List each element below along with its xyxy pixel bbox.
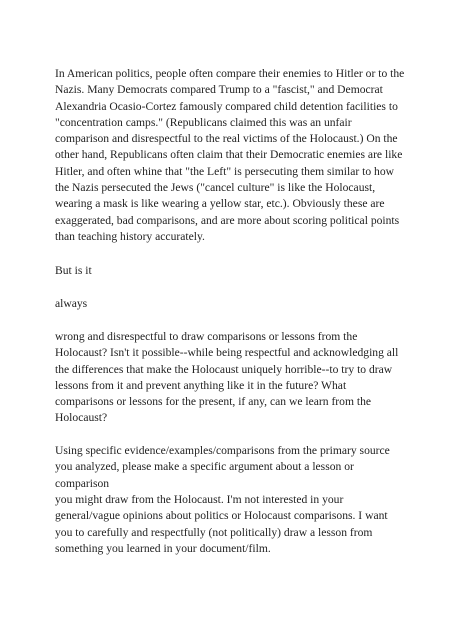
paragraph-question: wrong and disrespectful to draw comparisons or lessons from the Holocaust? Isn't it possible--while being respectful and acknowledging all the differences that make the Holocaust uniquely horrible--to try to draw lessons from it and prevent anything like it in the future? What comparisons or lessons for the present, if any, can we learn from the Holocaust? — [55, 330, 399, 425]
paragraph-always: always — [55, 297, 88, 310]
paragraph-instructions: Using specific evidence/examples/comparisons from the primary source you analyzed, please make a specific argument about a lesson or comparison — [55, 444, 390, 490]
paragraph-requirements: you might draw from the Holocaust. I'm not interested in your general/vague opinions about politics or Holocaust comparisons. I want you to carefully and respectfully (not politically) draw a lesson from something you learned in your document/film. — [55, 493, 388, 555]
paragraph-intro: In American politics, people often compare their enemies to Hitler or to the Nazis. Many Democrats compared Trump to a "fascist," and Democrat Alexandria Ocasio-Cortez famously compared child detention facilities to "concentration camps." (Republicans claimed this was an unfair comparison and disrespectful to the real victims of the Holocaust.) On the other hand, Republicans often claim that their Democratic enemies are like Hitler, and often whine that "the Left" is persecuting them similar to how the Nazis persecuted the Jews ("cancel culture" is like the Holocaust, wearing a mask is like wearing a yellow star, etc.). Obviously these are exaggerated, bad comparisons, and are more about scoring political points than teaching history accurately. — [55, 67, 405, 243]
paragraph-but-is-it: But is it — [55, 264, 92, 277]
